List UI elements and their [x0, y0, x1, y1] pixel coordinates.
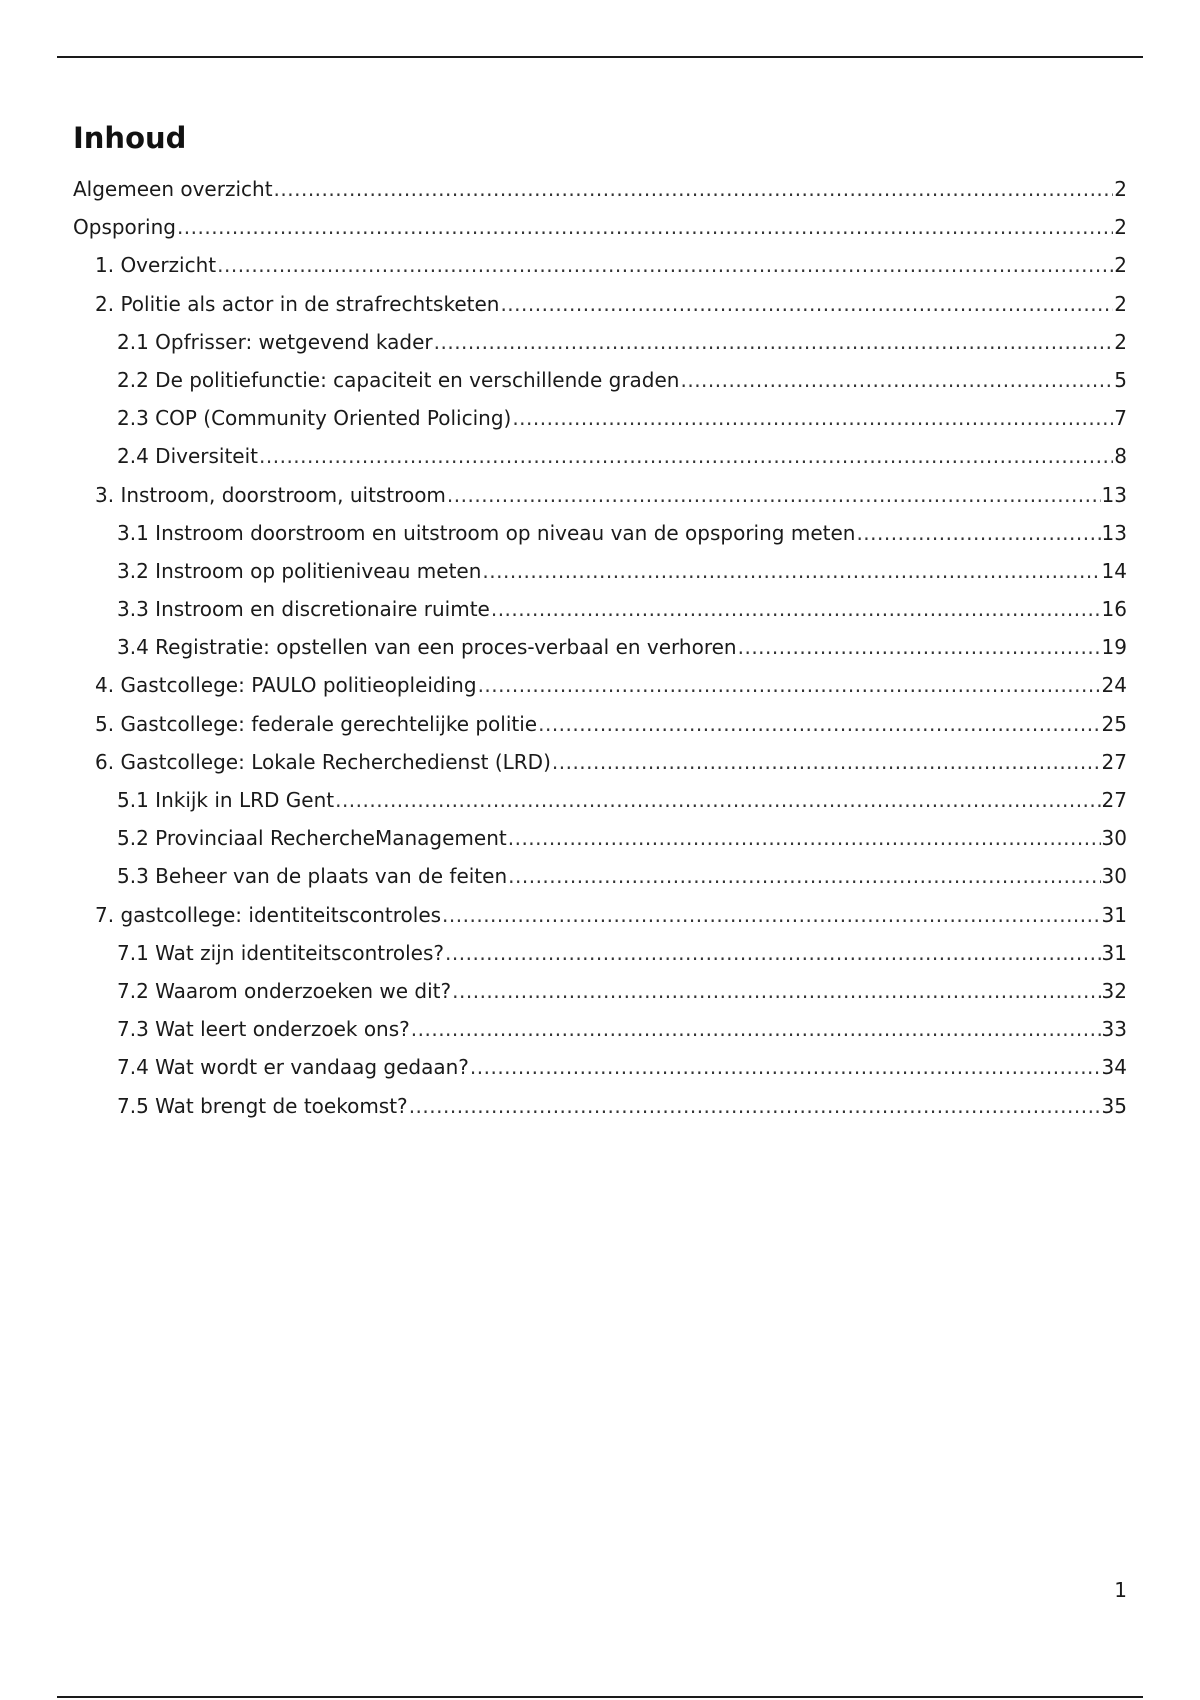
dot-leader — [680, 361, 1113, 399]
toc-entry-page: 2 — [1114, 215, 1127, 240]
toc-entry[interactable] — [73, 1087, 1127, 1125]
toc-entry[interactable] — [73, 476, 1127, 514]
toc-entry-page: 7 — [1114, 406, 1127, 431]
toc-entry[interactable] — [73, 896, 1127, 934]
toc-entry-page: 14 — [1101, 558, 1127, 583]
dot-leader — [856, 514, 1100, 552]
dot-leader — [508, 857, 1100, 895]
toc-entry[interactable] — [73, 743, 1127, 781]
toc-entry-label: Algemeen overzicht — [73, 177, 273, 201]
toc-entry[interactable] — [73, 170, 1127, 208]
dot-leader — [409, 1087, 1101, 1125]
dot-leader — [738, 628, 1101, 666]
toc-entry-page: 24 — [1101, 673, 1127, 698]
toc-entry[interactable] — [73, 972, 1127, 1010]
toc-entry-label: 3.4 Registratie: opstellen van een proces-verbaal en verhoren — [117, 635, 737, 660]
dot-leader — [491, 590, 1101, 628]
dot-leader — [445, 934, 1101, 972]
toc-entry-page: 13 — [1101, 482, 1127, 507]
dot-leader — [500, 285, 1113, 323]
toc-entry-label: 1. Overzicht — [95, 253, 217, 278]
toc-entry[interactable] — [73, 590, 1127, 628]
toc-entry-label: 7.1 Wat zijn identiteitscontroles? — [117, 940, 445, 965]
toc-entry[interactable] — [73, 934, 1127, 972]
header-rule — [57, 56, 1143, 58]
toc-entry-page: 31 — [1101, 902, 1127, 927]
toc-entry-page: 16 — [1101, 597, 1127, 622]
dot-leader — [512, 399, 1113, 437]
toc-entry-label: 5.2 Provinciaal RechercheManagement — [117, 826, 507, 851]
toc-entry-label: 3.2 Instroom op politieniveau meten — [117, 558, 482, 583]
toc-entry[interactable] — [73, 781, 1127, 819]
toc-entry-label: 7.2 Waarom onderzoeken we dit? — [117, 978, 452, 1003]
toc-entry-label: 7.4 Wat wordt er vandaag gedaan? — [117, 1055, 469, 1080]
toc-entry-label: 7.5 Wat brengt de toekomst? — [117, 1093, 408, 1118]
toc-entry-page: 30 — [1101, 864, 1127, 889]
toc-entry[interactable] — [73, 666, 1127, 704]
toc-entry-label: 3.3 Instroom en discretionaire ruimte — [117, 597, 490, 622]
dot-leader — [552, 743, 1101, 781]
toc-entry-label: 2.3 COP (Community Oriented Policing) — [117, 406, 512, 431]
toc-entry-page: 2 — [1114, 253, 1127, 278]
dot-leader — [478, 666, 1101, 704]
toc-entry-label: 2.1 Opfrisser: wetgevend kader — [117, 329, 433, 354]
toc-entry-label: 5.3 Beheer van de plaats van de feiten — [117, 864, 508, 889]
toc-entry-label: 5. Gastcollege: federale gerechtelijke politie — [95, 711, 538, 736]
toc-entry[interactable] — [73, 399, 1127, 437]
toc-list — [73, 170, 1127, 1125]
dot-leader — [259, 437, 1113, 475]
toc-entry-page: 2 — [1114, 291, 1127, 316]
dot-leader — [538, 705, 1100, 743]
toc-entry[interactable] — [73, 323, 1127, 361]
toc-entry[interactable] — [73, 819, 1127, 857]
toc-entry[interactable] — [73, 437, 1127, 475]
dot-leader — [274, 170, 1114, 208]
toc-entry-label: 3. Instroom, doorstroom, uitstroom — [95, 482, 446, 507]
toc-entry-page: 34 — [1101, 1055, 1127, 1080]
toc-entry-label: Opsporing — [73, 215, 176, 240]
toc-entry[interactable] — [73, 285, 1127, 323]
toc-entry-label: 4. Gastcollege: PAULO politieopleiding — [95, 673, 477, 698]
toc-entry-page: 13 — [1101, 520, 1127, 545]
toc-entry-label: 2.4 Diversiteit — [117, 444, 259, 469]
toc-entry-label: 7. gastcollege: identiteitscontroles — [95, 902, 442, 927]
toc-entry[interactable] — [73, 246, 1127, 284]
toc-entry-page: 19 — [1101, 635, 1127, 660]
toc-page — [73, 118, 1127, 1125]
toc-entry[interactable] — [73, 705, 1127, 743]
dot-leader — [452, 972, 1100, 1010]
toc-entry[interactable] — [73, 208, 1127, 246]
toc-entry-page: 27 — [1101, 788, 1127, 812]
toc-entry-label: 6. Gastcollege: Lokale Recherchedienst (LRD) — [95, 749, 551, 774]
footer-rule — [57, 1696, 1143, 1698]
toc-entry-page: 27 — [1101, 749, 1127, 774]
toc-entry[interactable] — [73, 1048, 1127, 1086]
toc-entry-page: 25 — [1101, 711, 1127, 736]
dot-leader — [411, 1010, 1101, 1048]
dot-leader — [434, 323, 1114, 361]
toc-entry[interactable] — [73, 1010, 1127, 1048]
toc-title: Inhoud — [73, 121, 187, 155]
toc-entry-label: 5.1 Inkijk in LRD Gent — [117, 788, 335, 812]
toc-entry-page: 35 — [1101, 1093, 1127, 1118]
toc-entry-page: 30 — [1101, 826, 1127, 851]
toc-entry-page: 2 — [1114, 177, 1127, 201]
toc-entry[interactable] — [73, 552, 1127, 590]
dot-leader — [335, 781, 1100, 819]
dot-leader — [470, 1048, 1101, 1086]
toc-entry-page: 33 — [1101, 1017, 1127, 1042]
dot-leader — [482, 552, 1100, 590]
toc-entry-label: 2. Politie als actor in de strafrechtsketen — [95, 291, 500, 316]
toc-entry[interactable] — [73, 628, 1127, 666]
dot-leader — [508, 819, 1101, 857]
toc-entry-page: 5 — [1114, 367, 1127, 392]
toc-entry-page: 32 — [1101, 978, 1127, 1003]
toc-entry-page: 31 — [1101, 940, 1127, 965]
dot-leader — [447, 476, 1101, 514]
toc-entry-page: 2 — [1114, 329, 1127, 354]
toc-entry[interactable] — [73, 514, 1127, 552]
toc-entry-label: 7.3 Wat leert onderzoek ons? — [117, 1017, 410, 1042]
dot-leader — [177, 208, 1113, 246]
toc-entry-label: 2.2 De politiefunctie: capaciteit en verschillende graden — [117, 367, 680, 392]
toc-entry[interactable] — [73, 361, 1127, 399]
page-number: 1 — [1114, 1578, 1127, 1602]
toc-entry-page: 8 — [1114, 444, 1127, 469]
dot-leader — [442, 896, 1101, 934]
toc-entry[interactable] — [73, 857, 1127, 895]
toc-entry-label: 3.1 Instroom doorstroom en uitstroom op niveau van de opsporing meten — [117, 520, 856, 545]
dot-leader — [217, 246, 1113, 284]
